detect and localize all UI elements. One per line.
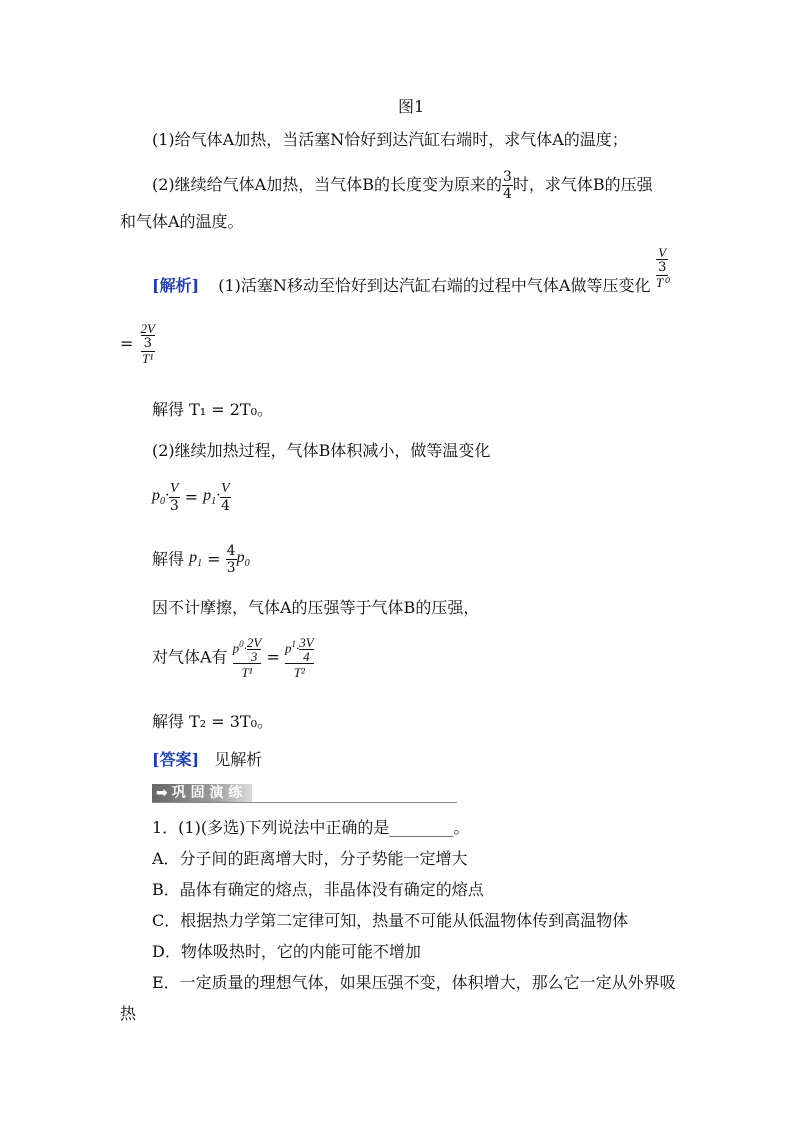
equation-3-prefix: 对气体A有 xyxy=(152,647,228,667)
solution-step-3: 因不计摩擦，气体A的压强等于气体B的压强， xyxy=(152,598,480,617)
solution-step-1: (1)活塞N移动至恰好到达汽缸右端的过程中气体A做等压变化 xyxy=(218,276,651,295)
eq1-right-denominator: 3 xyxy=(141,335,155,352)
question-part-1: (1)给气体A加热，当活塞N恰好到达汽缸右端时，求气体A的温度； xyxy=(152,130,628,149)
exercise-option-b: B．晶体有确定的熔点，非晶体没有确定的熔点 xyxy=(152,880,484,899)
exercise-option-e-continued: 热 xyxy=(120,1004,137,1023)
exercise-option-a: A．分子间的距离增大时，分子势能一定增大 xyxy=(152,849,468,868)
equation-1-left xyxy=(656,246,668,289)
exercise-option-d: D．物体吸热时，它的内能可能不增加 xyxy=(152,942,421,961)
eq1-right-numerator: 2V xyxy=(140,321,155,336)
exercise-option-e: E．一定质量的理想气体，如果压强不变，体积增大，那么它一定从外界吸 xyxy=(152,973,676,992)
figure-caption: 图1 xyxy=(398,97,425,116)
analysis-tag: [解析] xyxy=(152,276,200,295)
exercise-option-c: C．根据热力学第二定律可知，热量不可能从低温物体传到高温物体 xyxy=(152,911,629,930)
question-part-2 xyxy=(152,170,653,201)
fraction-numerator: 3 xyxy=(502,169,512,185)
answer-text: 见解析 xyxy=(214,750,263,769)
exercise-stem: 1．(1)(多选)下列说法中正确的是________。 xyxy=(152,818,470,837)
result-3: 解得 T₂ = 3T₀。 xyxy=(152,712,274,731)
solution-line-1 xyxy=(152,276,650,296)
question-part-2-continued: 和气体A的温度。 xyxy=(120,212,244,231)
practice-banner-box xyxy=(152,784,252,802)
question-part-2-before: (2)继续给气体A加热，当气体B的长度变为原来的 xyxy=(152,175,502,194)
solution-step-2: (2)继续加热过程，气体B体积减小，做等温变化 xyxy=(152,441,491,460)
eq1-left-temperature: T⁰ xyxy=(656,275,669,290)
result-1: 解得 T₁ = 2T₀。 xyxy=(152,400,274,419)
eq1-right-temperature: T¹ xyxy=(142,351,154,366)
equation-3: 对气体A有 $p^0\cdot$ $\frac{2V}{3}$ T¹ = $p^1\cdot$ $\frac{3V}{4}$ T² xyxy=(152,635,314,680)
arrow-right-icon: ➡ xyxy=(156,785,168,801)
practice-banner-label: 巩 固 演 练 xyxy=(171,785,243,801)
eq1-left-numerator: V xyxy=(658,245,667,260)
result-2: 解得 $p_1$ = $\frac{4}{3}$ $p_0$ xyxy=(152,543,250,576)
fraction-three-quarters xyxy=(502,170,513,201)
equation-2: $p_0\cdot$ $\frac{V}{3}$ = $p_1\cdot$ $\frac{V}{4}$ xyxy=(152,481,230,514)
question-part-2-after: 时，求气体B的压强 xyxy=(512,175,653,194)
answer-line xyxy=(152,750,262,770)
equation-1-right: = 2V 3 T¹ xyxy=(120,321,155,366)
fraction-denominator: 4 xyxy=(502,186,512,202)
answer-tag: [答案] xyxy=(152,750,200,769)
eq1-left-denominator: 3 xyxy=(656,259,668,276)
practice-banner xyxy=(152,782,457,803)
